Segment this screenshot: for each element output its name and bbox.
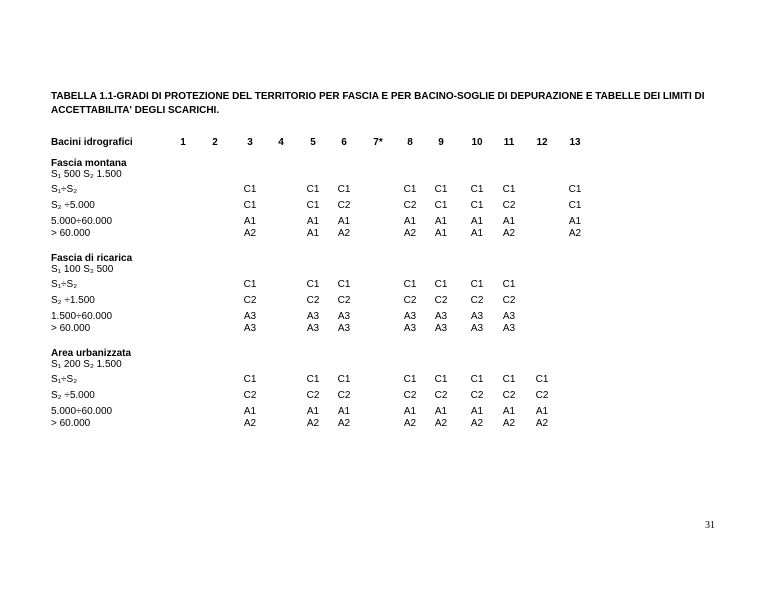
table-cell: C2 [502,295,516,306]
table-cell: C1 [535,374,549,385]
row-label: S₁÷S₂ [51,374,78,385]
section-title: Area urbanizzata [51,348,132,359]
table-cell: C1 [403,374,417,385]
table-cell: A1 [434,216,448,227]
table-cell: A1 [243,406,257,417]
header-column: 13 [569,137,581,148]
table-cell: C1 [434,279,448,290]
table-cell: C1 [502,374,516,385]
table-cell: C1 [568,184,582,195]
table-cell: A3 [502,323,516,334]
table-cell: C1 [502,184,516,195]
table-cell: A3 [502,311,516,322]
table-cell: C2 [337,390,351,401]
row-label: S₁÷S₂ [51,279,78,290]
table-cell: C1 [337,184,351,195]
table-cell: C2 [306,295,320,306]
section-thresholds: S₁ 200 S₂ 1.500 [51,359,122,370]
table-title: TABELLA 1.1-GRADI DI PROTEZIONE DEL TERRITORIO PER FASCIA E PER BACINO-SOGLIE DI DEPURAZIONE E TABELLE DEI LIMITI DI ACCETTABILITA' DEGLI SCARICHI. [51,91,705,116]
table-cell: C1 [568,200,582,211]
table-cell: A1 [470,216,484,227]
table-cell: A1 [403,406,417,417]
table-cell: A1 [306,228,320,239]
table-cell: A3 [403,323,417,334]
table-cell: C1 [502,279,516,290]
table-cell: A1 [568,216,582,227]
row-label: > 60.000 [51,418,91,429]
header-column: 9 [438,137,444,148]
table-cell: A2 [337,228,351,239]
table-cell: C2 [403,200,417,211]
header-first-cell: Bacini idrografici [51,137,133,148]
table-cell: C2 [434,295,448,306]
header-column: 2 [212,137,218,148]
table-cell: C1 [403,184,417,195]
table-cell: C2 [337,200,351,211]
table-cell: A2 [403,228,417,239]
table-cell: A1 [434,406,448,417]
table-cell: C1 [434,200,448,211]
table-cell: A2 [502,418,516,429]
table-cell: A2 [568,228,582,239]
table-cell: A3 [337,311,351,322]
header-column: 8 [407,137,413,148]
table-cell: A1 [337,406,351,417]
table-cell: A3 [243,323,257,334]
table-cell: A2 [434,418,448,429]
table-cell: A1 [502,406,516,417]
table-cell: A3 [470,323,484,334]
table-cell: C1 [470,184,484,195]
header-column: 3 [247,137,253,148]
table-cell: C1 [306,184,320,195]
table-cell: A2 [403,418,417,429]
table-cell: A1 [243,216,257,227]
row-label: S₁÷S₂ [51,184,78,195]
table-cell: C1 [470,200,484,211]
table-cell: C2 [243,390,257,401]
table-cell: A3 [434,311,448,322]
row-label: S₂ ÷1.500 [51,295,95,306]
table-cell: A2 [306,418,320,429]
table-cell: C2 [403,390,417,401]
table-cell: C2 [403,295,417,306]
table-cell: A1 [403,216,417,227]
table-cell: C2 [470,295,484,306]
table-cell: A2 [502,228,516,239]
row-label: S₂ ÷5.000 [51,390,95,401]
header-column: 7* [373,137,383,148]
section-thresholds: S₁ 100 S₂ 500 [51,264,114,275]
table-cell: C1 [337,374,351,385]
table-cell: C1 [243,374,257,385]
table-cell: C1 [243,279,257,290]
table-cell: C2 [535,390,549,401]
table-cell: A1 [470,406,484,417]
table-cell: A1 [306,216,320,227]
header-column: 11 [503,137,515,148]
table-cell: A3 [243,311,257,322]
table-cell: C1 [337,279,351,290]
table-cell: C1 [434,184,448,195]
table-cell: A1 [306,406,320,417]
section-title: Fascia montana [51,158,127,169]
table-cell: C1 [306,279,320,290]
table-cell: A3 [306,311,320,322]
table-cell: A2 [470,418,484,429]
table-cell: C2 [337,295,351,306]
table-cell: C2 [470,390,484,401]
table-cell: C2 [434,390,448,401]
table-cell: A1 [535,406,549,417]
header-column: 10 [471,137,483,148]
table-cell: C2 [243,295,257,306]
header-column: 12 [536,137,548,148]
table-cell: C1 [470,374,484,385]
table-cell: C1 [403,279,417,290]
row-label: S₂ ÷5.000 [51,200,95,211]
table-cell: C2 [306,390,320,401]
row-label: > 60.000 [51,228,91,239]
table-cell: A1 [470,228,484,239]
row-label: > 60.000 [51,323,91,334]
table-cell: A3 [403,311,417,322]
table-cell: A3 [337,323,351,334]
page-number: 31 [705,520,715,531]
table-cell: A2 [243,418,257,429]
table-cell: C2 [502,390,516,401]
table-cell: C1 [434,374,448,385]
table-cell: A1 [337,216,351,227]
table-cell: A3 [434,323,448,334]
table-cell: A1 [434,228,448,239]
section-thresholds: S₁ 500 S₂ 1.500 [51,169,122,180]
row-label: 1.500÷60.000 [51,311,113,322]
table-cell: A3 [470,311,484,322]
table-cell: C1 [306,374,320,385]
table-cell: C1 [243,184,257,195]
table-cell: A2 [243,228,257,239]
section-title: Fascia di ricarica [51,253,133,264]
header-column: 4 [278,137,284,148]
table-cell: C2 [502,200,516,211]
header-column: 1 [180,137,186,148]
row-label: 5.000÷60.000 [51,406,113,417]
table-cell: A3 [306,323,320,334]
table-cell: A2 [337,418,351,429]
table-cell: A1 [502,216,516,227]
table-cell: A2 [535,418,549,429]
table-cell: C1 [470,279,484,290]
header-column: 5 [310,137,316,148]
header-column: 6 [341,137,347,148]
table-cell: C1 [243,200,257,211]
row-label: 5.000÷60.000 [51,216,113,227]
table-cell: C1 [306,200,320,211]
